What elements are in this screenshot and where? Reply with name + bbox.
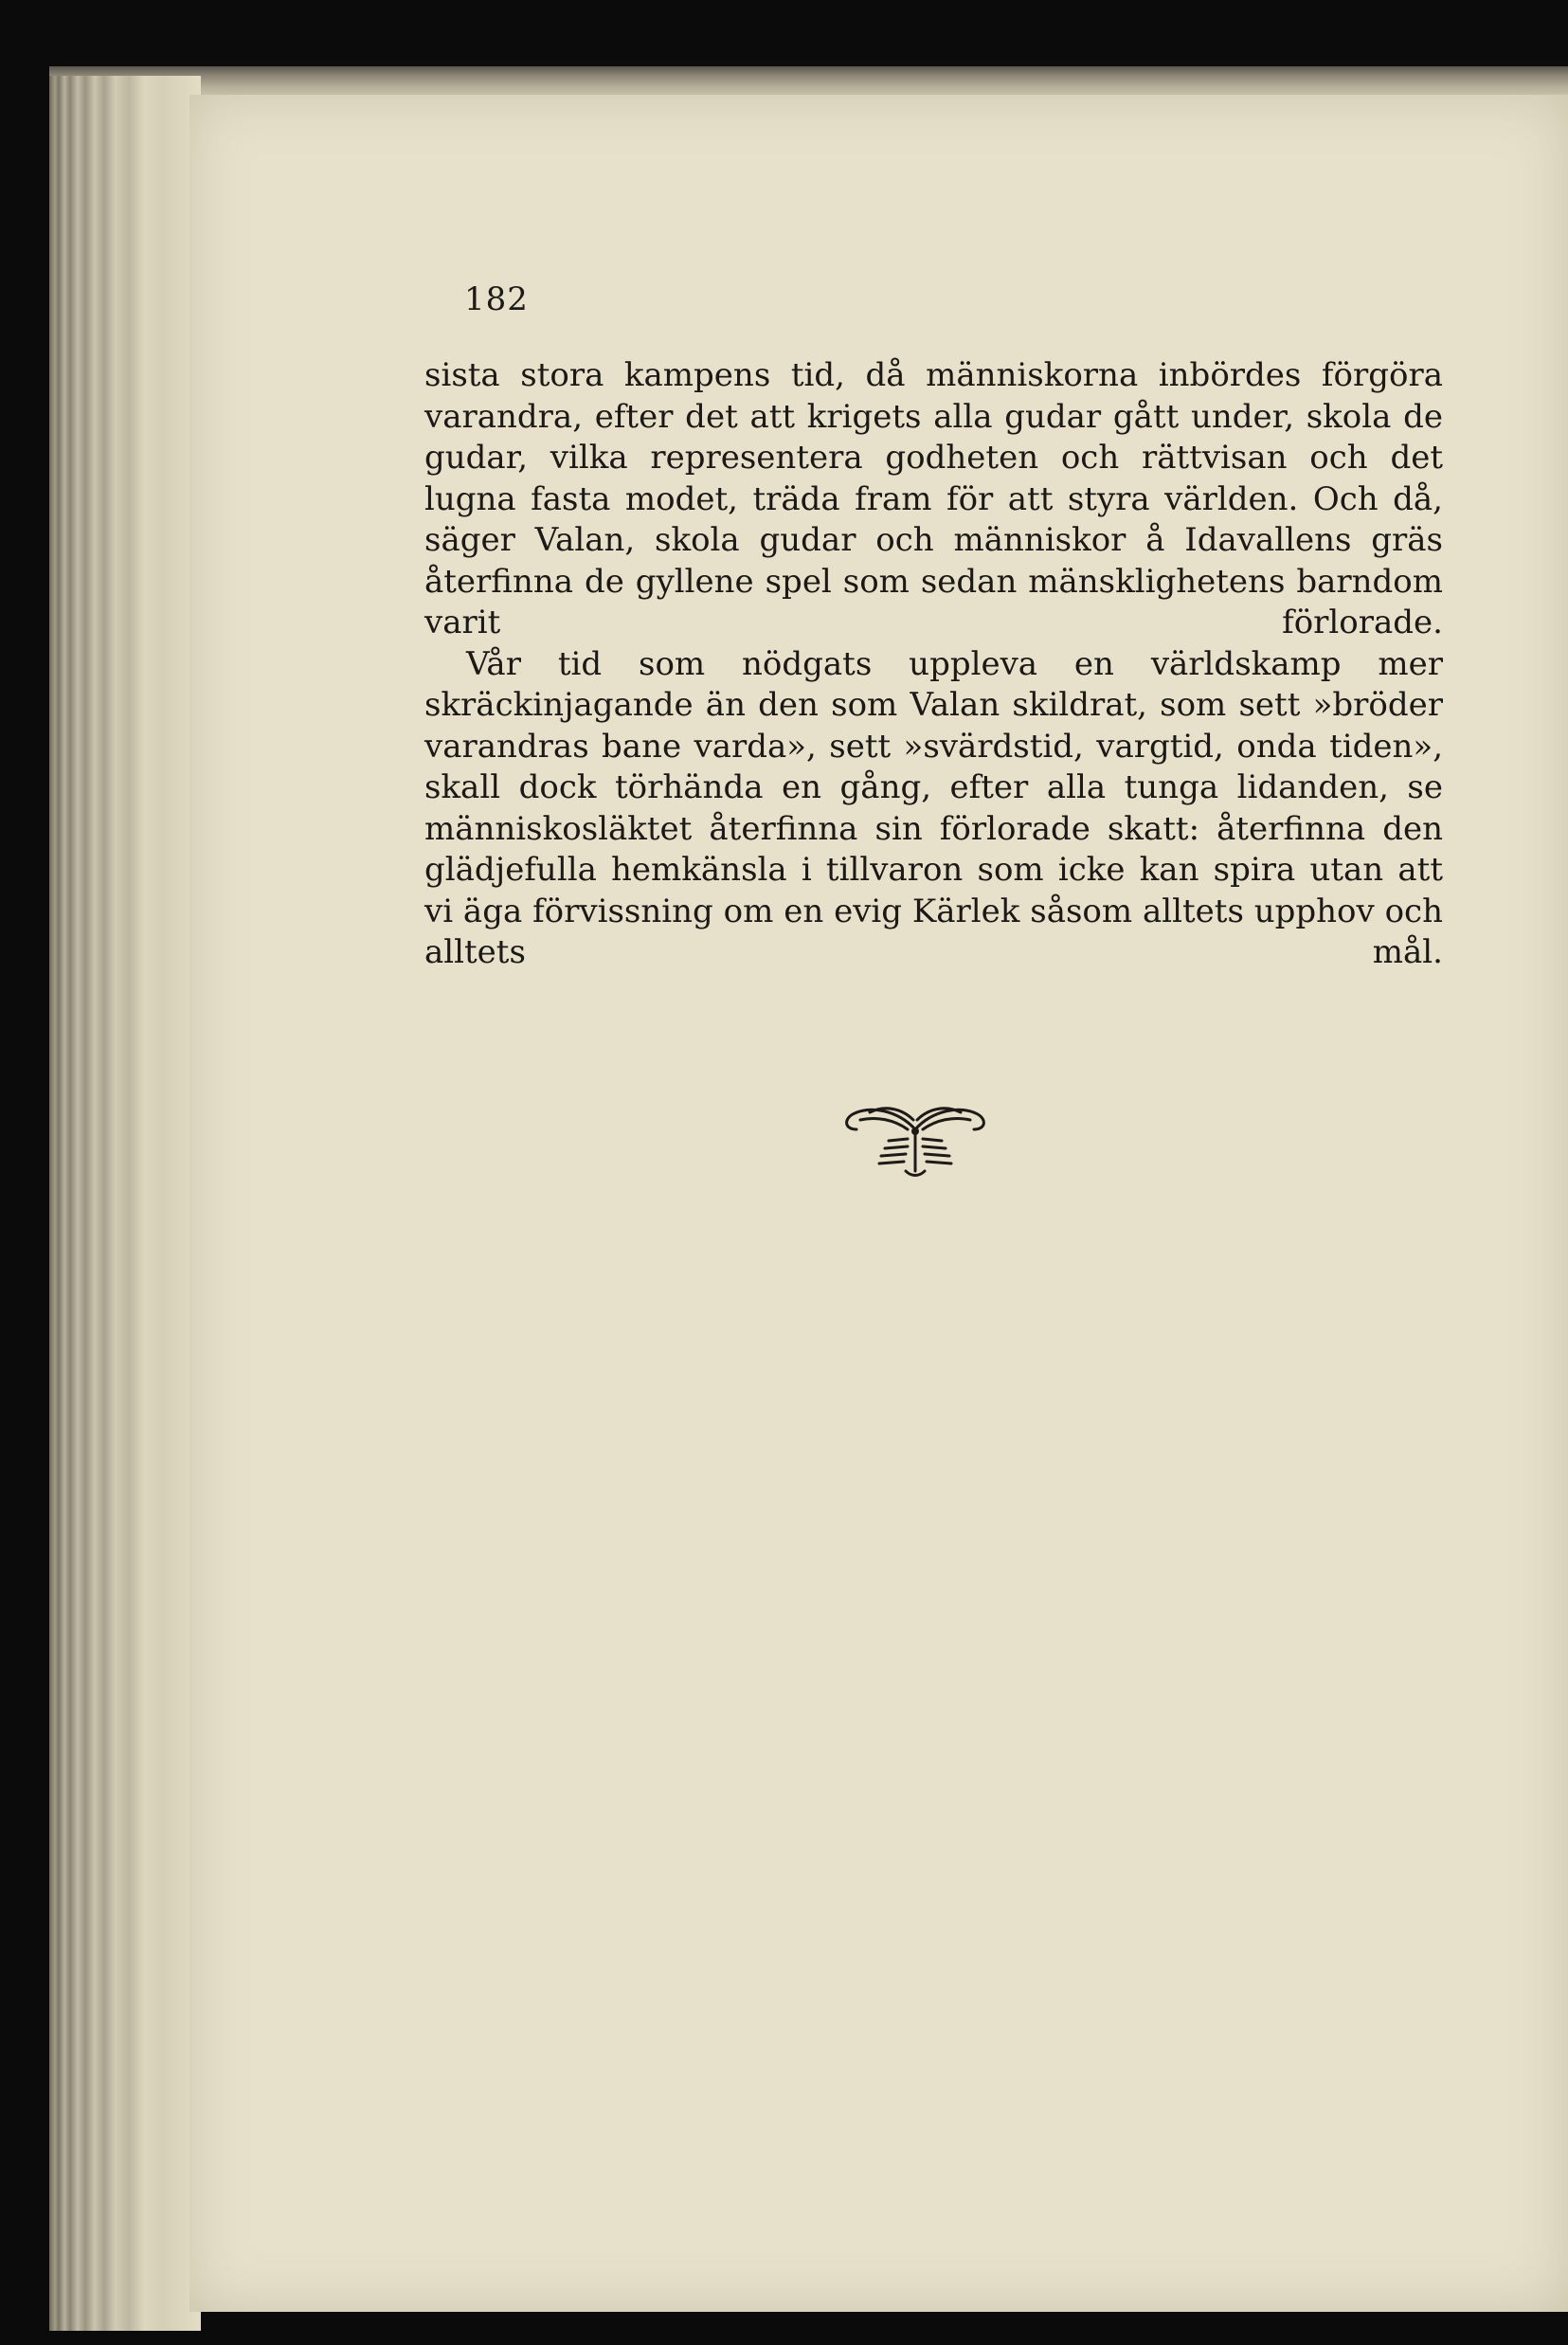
paragraph-1: sista stora kampens tid, då människorna inbördes förgöra varandra, efter det att krigets alla gudar gått under, skola de gudar, vilka representera godheten och rättvisan och det lugna fasta modet, träda fram för att styra världen. Och då, säger Valan, skola gudar och människor å Idavallens gräs återfinna de gyllene spel som sedan mänsklighetens barndom varit förlorade. [424, 356, 1443, 641]
body-text [424, 355, 1443, 974]
page-number: 182 [464, 280, 529, 318]
paragraph-2: Vår tid som nödgats uppleva en världskamp mer skräckinjagande än den som Valan skildrat, som sett »bröder varandras bane varda», sett »svärdstid, vargtid, onda tiden», skall dock törhända en gång, efter alla tunga lidanden, se människosläktet återfinna sin förlorade skatt: återfinna den glädjefulla hemkänsla i tillvaron som icke kan spira utan att vi äga förvissning om en evig Kärlek såsom alltets upphov och alltets mål. [424, 644, 1443, 971]
fleuron-ornament-icon [832, 1091, 999, 1179]
book-page-edges [49, 76, 201, 2331]
